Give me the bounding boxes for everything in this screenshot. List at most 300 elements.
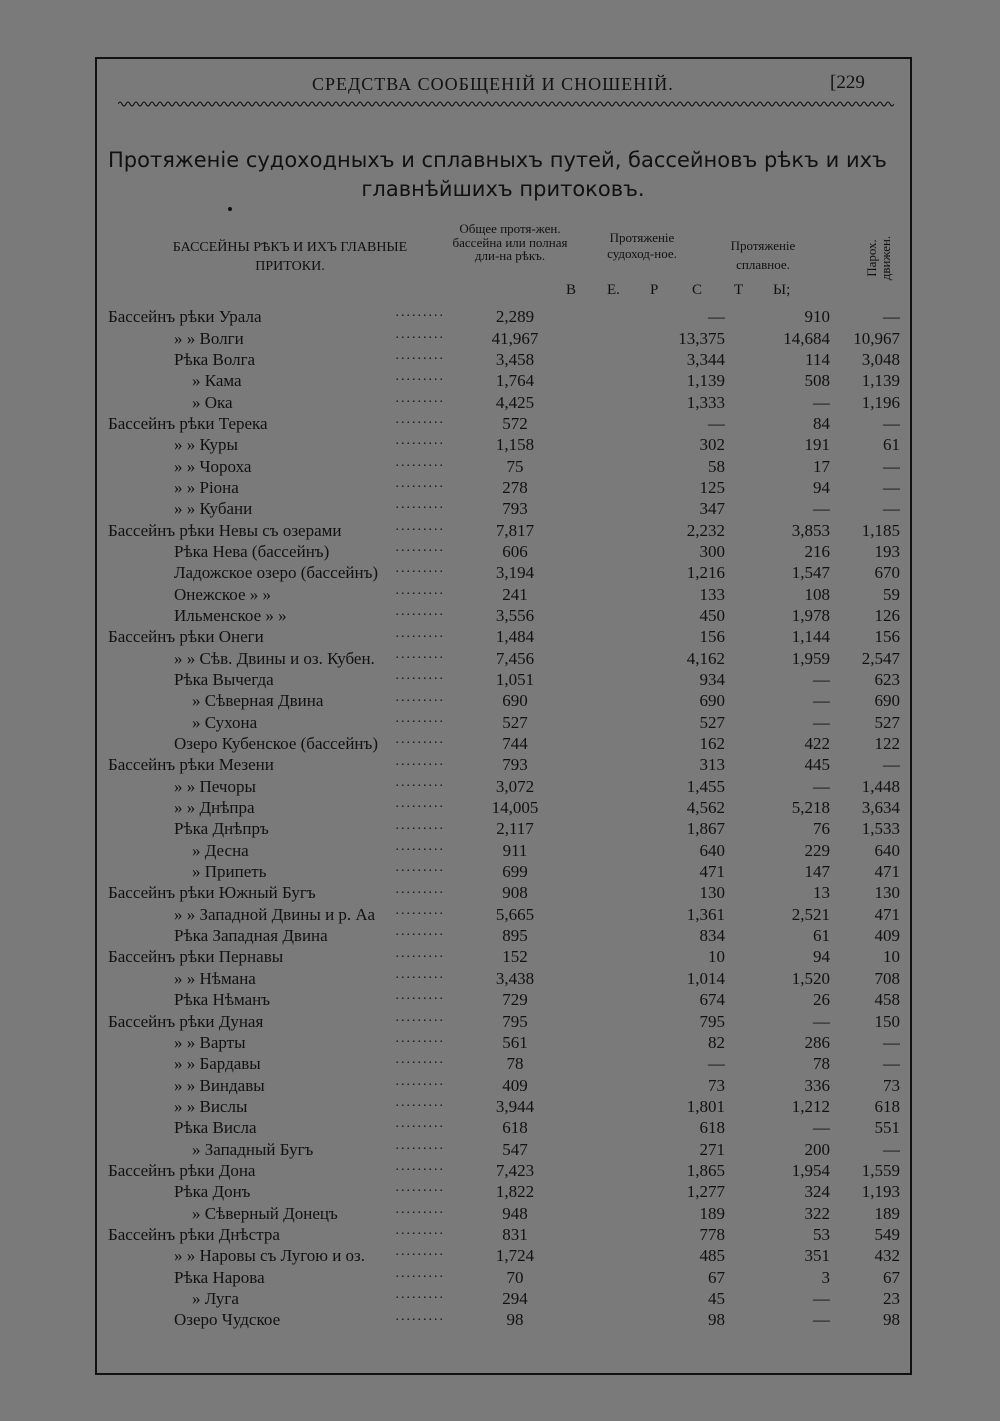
river-name-text: Бассейнъ рѣки Онеги: [108, 627, 264, 647]
total-length-cell: 278: [502, 477, 528, 497]
navigable-cell: 189: [699, 1203, 725, 1223]
steam-cell: 59: [883, 584, 900, 604]
river-name: [108, 349, 445, 370]
navigable-cell: 1,216: [686, 563, 725, 583]
navigable-cell: 795: [699, 1011, 725, 1031]
river-name: [108, 840, 445, 861]
header-steam: [848, 222, 908, 282]
navigable-cell: 271: [699, 1139, 725, 1159]
table-row: [108, 1202, 900, 1223]
navigable-cell: 133: [699, 584, 725, 604]
river-name-text: Рѣка Нева (бассейнъ): [174, 541, 330, 561]
rafting-cell: —: [813, 499, 830, 519]
steam-cell: —: [883, 1032, 900, 1052]
leader-dots: .........: [395, 519, 445, 534]
navigable-cell: 45: [708, 1288, 725, 1308]
navigable-cell: 10: [708, 947, 725, 967]
table-row: [108, 1010, 900, 1031]
running-head-title: СРЕДСТВА СООБЩЕНІЙ И СНОШЕНІЙ.: [312, 74, 674, 94]
steam-cell: 471: [874, 904, 900, 924]
total-length-cell: 3,438: [495, 968, 535, 988]
river-name: [108, 669, 445, 690]
leader-dots: .........: [395, 583, 445, 598]
running-head: [0, 74, 1000, 98]
table-row: [108, 1245, 900, 1266]
table-row: [108, 840, 900, 861]
navigable-cell: 3,344: [686, 349, 725, 369]
leader-dots: .........: [395, 604, 445, 620]
total-length-cell: 831: [502, 1224, 528, 1244]
total-length-cell: 3,194: [495, 563, 535, 583]
navigable-cell: 471: [699, 862, 725, 882]
total-length-cell: 2,289: [495, 307, 535, 327]
river-name: [108, 455, 445, 476]
leader-dots: .........: [395, 1223, 445, 1239]
rafting-cell: 3,853: [791, 520, 830, 540]
navigable-cell: 67: [708, 1267, 725, 1287]
river-name-text: Бассейнъ рѣки Урала: [108, 307, 262, 327]
navigable-cell: 1,801: [686, 1096, 725, 1116]
total-length-cell: 70: [506, 1267, 524, 1287]
rafting-cell: 147: [804, 862, 830, 882]
navigable-cell: 618: [699, 1118, 725, 1138]
steam-cell: 527: [874, 712, 900, 732]
leader-dots: .........: [395, 412, 445, 428]
table-row: [108, 541, 900, 562]
steam-cell: 640: [874, 840, 900, 860]
total-length-cell: 1,724: [495, 1246, 535, 1266]
steam-cell: 1,448: [861, 776, 900, 796]
river-name: [108, 562, 445, 583]
leader-dots: .........: [395, 370, 445, 385]
leader-dots: .........: [395, 306, 445, 321]
rafting-cell: 84: [813, 413, 830, 433]
navigable-cell: 300: [699, 541, 725, 561]
leader-dots: .........: [395, 1159, 445, 1175]
river-name: [108, 712, 445, 733]
leader-dots: .........: [395, 455, 445, 470]
rafting-cell: —: [813, 670, 830, 690]
river-name-text: » » Сѣв. Двины и оз. Кубен.: [174, 648, 375, 668]
total-length-cell: 2,117: [496, 819, 534, 839]
river-name: [108, 818, 445, 839]
navigable-cell: 73: [708, 1075, 725, 1095]
leader-dots: .........: [395, 903, 445, 918]
steam-cell: 1,139: [861, 371, 900, 391]
total-length-cell: 152: [502, 947, 528, 967]
total-length-cell: 690: [502, 691, 528, 711]
navigable-cell: 1,361: [686, 904, 725, 924]
river-name: [108, 1053, 445, 1074]
table-row: [108, 1181, 900, 1202]
total-length-cell: 729: [502, 990, 528, 1010]
rafting-cell: 1,520: [791, 968, 830, 988]
steam-cell: 1,196: [861, 392, 900, 412]
total-length-cell: 908: [502, 883, 528, 903]
steam-cell: 432: [874, 1246, 900, 1266]
rafting-cell: 1,978: [791, 605, 830, 625]
river-name-text: Бассейнъ рѣки Пернавы: [108, 947, 284, 967]
river-name-text: » » Печоры: [174, 776, 256, 796]
river-name: [108, 1074, 445, 1095]
steam-cell: —: [883, 1139, 900, 1159]
river-name-text: » » Нѣмана: [174, 968, 256, 988]
table-row: [108, 455, 900, 476]
rafting-cell: 61: [813, 926, 830, 946]
header-navigable: Протяженіе судоход-ное.: [607, 230, 677, 261]
steam-cell: 670: [874, 563, 900, 583]
leader-dots: .........: [395, 839, 445, 854]
table-row: [108, 1309, 900, 1330]
table-row: [108, 797, 900, 818]
steam-cell: —: [883, 499, 900, 519]
table-row: [108, 1138, 900, 1159]
river-name-text: » » Ріона: [174, 477, 239, 497]
wavy-rule: [118, 98, 894, 110]
navigable-cell: 834: [699, 926, 725, 946]
river-name-text: Ильменское » »: [174, 605, 287, 625]
river-name: [108, 605, 445, 626]
leader-dots: .........: [395, 540, 445, 556]
unit-letter: В: [566, 282, 577, 298]
navigable-cell: 58: [708, 456, 725, 476]
river-name: [108, 1138, 445, 1159]
total-length-cell: 7,456: [495, 648, 535, 668]
total-length-cell: 744: [502, 734, 528, 754]
leader-dots: .........: [395, 1117, 445, 1132]
navigable-cell: 674: [699, 990, 725, 1010]
total-length-cell: 3,458: [495, 349, 535, 369]
header-steam-label: Парох. движен.: [864, 235, 893, 281]
table-row: [108, 861, 900, 882]
rafting-cell: —: [813, 1011, 830, 1031]
navigable-cell: 130: [699, 883, 725, 903]
river-name-text: » » Кубани: [174, 499, 253, 519]
rafting-cell: —: [813, 776, 830, 796]
table-row: [108, 968, 900, 989]
river-name: [108, 797, 445, 818]
total-length-cell: 294: [502, 1288, 528, 1308]
rafting-cell: 76: [813, 819, 830, 839]
steam-cell: —: [883, 1054, 900, 1074]
river-name: [108, 327, 445, 348]
page-number: [229: [830, 72, 865, 93]
leader-dots: .........: [395, 989, 445, 1004]
rafting-cell: 216: [804, 541, 830, 561]
total-length-cell: 572: [502, 413, 528, 433]
river-name: [108, 391, 445, 412]
total-length-cell: 7,423: [495, 1160, 535, 1180]
steam-cell: 126: [874, 605, 900, 625]
river-name-text: Рѣка Западная Двина: [174, 926, 328, 946]
title-line-1: Протяженіе судоходныхъ и сплавныхъ путей, бассейновъ рѣкъ и ихъ: [108, 148, 887, 172]
steam-cell: —: [883, 456, 900, 476]
unit-letter: Т: [734, 282, 744, 298]
total-length-cell: 699: [502, 862, 528, 882]
table-row: [108, 1117, 900, 1138]
navigable-cell: —: [708, 413, 725, 433]
navigable-cell: 778: [699, 1224, 725, 1244]
leader-dots: .........: [395, 476, 445, 492]
table-row: [108, 562, 900, 583]
steam-cell: 623: [874, 670, 900, 690]
steam-cell: 551: [874, 1118, 900, 1138]
river-name-text: » » Бардавы: [174, 1054, 261, 1074]
leader-dots: .........: [395, 498, 445, 513]
river-name-text: » » Виндавы: [174, 1075, 265, 1095]
rafting-cell: 910: [804, 307, 830, 327]
river-name-text: » » Волги: [174, 328, 244, 348]
unit-letter: С: [692, 282, 703, 298]
rafting-cell: 94: [813, 947, 830, 967]
river-name: [108, 1117, 445, 1138]
leader-dots: .........: [395, 882, 445, 897]
table-row: [108, 754, 900, 775]
leader-dots: .........: [395, 1181, 445, 1196]
steam-cell: 458: [874, 990, 900, 1010]
unit-letter: Р: [650, 282, 659, 298]
navigable-cell: 1,865: [686, 1160, 725, 1180]
river-name-text: » » Днѣпра: [174, 798, 255, 818]
river-name-text: » » Западной Двины и р. Аа: [174, 904, 376, 924]
stray-dot: [228, 207, 232, 211]
table-row: [108, 1288, 900, 1309]
rafting-cell: 508: [804, 371, 830, 391]
river-name: [108, 541, 445, 562]
table-row: [108, 925, 900, 946]
table-row: [108, 818, 900, 839]
steam-cell: —: [883, 477, 900, 497]
river-name: [108, 626, 445, 647]
rafting-cell: 322: [804, 1203, 830, 1223]
navigable-cell: 98: [708, 1310, 725, 1330]
steam-cell: 549: [874, 1224, 900, 1244]
river-name-text: Рѣка Нарова: [174, 1267, 265, 1287]
river-name-text: Рѣка Нѣманъ: [174, 990, 271, 1010]
steam-cell: 23: [883, 1288, 900, 1308]
river-name-text: » » Куры: [174, 435, 238, 455]
leader-dots: .........: [395, 434, 445, 449]
navigable-cell: 313: [699, 755, 725, 775]
leader-dots: .........: [395, 796, 445, 812]
navigable-cell: 1,455: [686, 776, 725, 796]
total-length-cell: 561: [502, 1032, 528, 1052]
navigable-cell: 1,014: [686, 968, 725, 988]
leader-dots: .........: [395, 668, 445, 684]
navigable-cell: 690: [699, 691, 725, 711]
steam-cell: 690: [874, 691, 900, 711]
unit-letter: Е.: [607, 282, 620, 298]
leader-dots: .........: [395, 1287, 445, 1303]
leader-dots: .........: [395, 775, 445, 790]
table-row: [108, 690, 900, 711]
rafting-cell: 53: [813, 1224, 830, 1244]
leader-dots: .........: [395, 924, 445, 940]
river-name-text: Онежское » »: [174, 584, 272, 604]
river-name: [108, 754, 445, 775]
rafting-cell: 200: [804, 1139, 830, 1159]
table-row: [108, 583, 900, 604]
rafting-cell: —: [813, 1310, 830, 1330]
navigable-cell: 485: [699, 1246, 725, 1266]
table-row: [108, 648, 900, 669]
steam-cell: 1,185: [861, 520, 900, 540]
total-length-cell: 241: [502, 584, 528, 604]
rafting-cell: 2,521: [791, 904, 830, 924]
total-length-cell: 3,944: [495, 1096, 535, 1116]
river-name-text: » Десна: [192, 840, 249, 860]
navigable-cell: 934: [699, 670, 725, 690]
total-length-cell: 948: [502, 1203, 528, 1223]
leader-dots: .........: [395, 647, 445, 662]
title-line-2: главнѣйшихъ притоковъ.: [361, 177, 645, 201]
steam-cell: 3,048: [861, 349, 900, 369]
river-name: [108, 989, 445, 1010]
river-name: [108, 882, 445, 903]
total-length-cell: 527: [502, 712, 528, 732]
steam-cell: 122: [874, 734, 900, 754]
total-length-cell: 14,005: [491, 798, 539, 818]
river-name: [108, 1010, 445, 1031]
table-row: [108, 733, 900, 754]
river-name: [108, 1309, 445, 1330]
navigable-cell: 4,162: [686, 648, 725, 668]
navigable-cell: 527: [699, 712, 725, 732]
river-name-text: Бассейнъ рѣки Днѣстра: [108, 1224, 280, 1244]
steam-cell: 1,559: [861, 1160, 900, 1180]
leader-dots: .........: [395, 754, 445, 769]
leader-dots: .........: [395, 327, 445, 342]
leader-dots: .........: [395, 1138, 445, 1153]
table-row: [108, 989, 900, 1010]
leader-dots: .........: [395, 1095, 445, 1111]
navigable-cell: 13,375: [678, 328, 725, 348]
river-name-text: » Сѣверная Двина: [192, 691, 324, 711]
river-name: [108, 1245, 445, 1266]
leader-dots: .........: [395, 690, 445, 705]
navigable-cell: —: [708, 307, 725, 327]
river-name: [108, 861, 445, 882]
leader-dots: .........: [395, 1031, 445, 1047]
rafting-cell: 3: [821, 1267, 830, 1287]
river-name: [108, 413, 445, 434]
table-row: [108, 1074, 900, 1095]
rafting-cell: 351: [804, 1246, 830, 1266]
rafting-cell: 114: [805, 349, 830, 369]
total-length-cell: 1,822: [495, 1182, 535, 1202]
total-length-cell: 1,484: [495, 627, 535, 647]
navigable-cell: 450: [699, 605, 725, 625]
table-row: [108, 904, 900, 925]
steam-cell: 1,193: [861, 1182, 900, 1202]
river-name-text: Рѣка Вычегда: [174, 670, 274, 690]
total-length-cell: 1,764: [495, 371, 535, 391]
table-row: [108, 1160, 900, 1181]
river-name-text: » » Наровы съ Лугою и оз.: [174, 1246, 366, 1266]
river-name-text: » Луга: [192, 1288, 239, 1308]
rafting-cell: 108: [804, 584, 830, 604]
river-name-text: Ладожское озеро (бассейнъ): [174, 563, 379, 583]
river-name: [108, 1096, 445, 1117]
rafting-cell: 445: [804, 755, 830, 775]
rafting-cell: 94: [813, 477, 830, 497]
navigable-cell: 4,562: [686, 798, 725, 818]
total-length-cell: 793: [502, 755, 528, 775]
river-name: [108, 434, 445, 455]
rafting-cell: 324: [804, 1182, 830, 1202]
steam-cell: 10,967: [853, 328, 900, 348]
river-name-text: Рѣка Висла: [174, 1118, 257, 1138]
steam-cell: —: [883, 755, 900, 775]
total-length-cell: 895: [502, 926, 528, 946]
table-row: [108, 1053, 900, 1074]
navigable-cell: 347: [699, 499, 725, 519]
header-total-length: Общее протя-жен. бассейна или полная дли-на рѣкъ.: [452, 221, 568, 263]
steam-cell: 708: [874, 968, 900, 988]
table-row: [108, 605, 900, 626]
leader-dots: .........: [395, 1053, 445, 1068]
table-row: [108, 349, 900, 370]
river-name: [108, 904, 445, 925]
leader-dots: .........: [395, 818, 445, 833]
river-name-text: » Припеть: [192, 862, 267, 882]
river-name: [108, 1160, 445, 1181]
river-name-text: Бассейнъ рѣки Дона: [108, 1160, 256, 1180]
river-name: [108, 583, 445, 604]
table-row: [108, 712, 900, 733]
leader-dots: .........: [395, 1245, 445, 1260]
leader-dots: .........: [395, 1266, 445, 1281]
rafting-cell: —: [813, 1288, 830, 1308]
river-name: [108, 648, 445, 669]
steam-cell: 189: [874, 1203, 900, 1223]
table-row: [108, 1224, 900, 1245]
steam-cell: 156: [874, 627, 900, 647]
river-name: [108, 1288, 445, 1309]
river-name-text: » Ока: [192, 392, 233, 412]
steam-cell: 10: [883, 947, 900, 967]
river-name: [108, 370, 445, 391]
leader-dots: .........: [395, 1202, 445, 1217]
total-length-cell: 1,158: [495, 435, 535, 455]
total-length-cell: 98: [506, 1310, 524, 1330]
rafting-cell: —: [813, 712, 830, 732]
river-name: [108, 1032, 445, 1053]
river-name-text: » Сухона: [192, 712, 258, 732]
river-name: [108, 306, 445, 327]
river-name-text: Рѣка Волга: [174, 349, 256, 369]
river-lengths-table: [108, 306, 900, 1331]
navigable-cell: 302: [699, 435, 725, 455]
river-name: [108, 1202, 445, 1223]
total-length-cell: 606: [502, 541, 528, 561]
rafting-cell: 422: [804, 734, 830, 754]
table-row: [108, 413, 900, 434]
navigable-cell: 82: [708, 1032, 725, 1052]
table-row: [108, 1266, 900, 1287]
total-length-cell: 78: [506, 1054, 524, 1074]
leader-dots: .........: [395, 946, 445, 961]
rafting-cell: 229: [804, 840, 830, 860]
total-length-cell: 5,665: [495, 904, 535, 924]
rafting-cell: 1,212: [791, 1096, 830, 1116]
steam-cell: 73: [883, 1075, 900, 1095]
steam-cell: 618: [874, 1096, 900, 1116]
rafting-cell: 336: [804, 1075, 830, 1095]
river-name: [108, 519, 445, 540]
rafting-cell: 78: [813, 1054, 830, 1074]
river-name-text: Озеро Чудское: [174, 1310, 281, 1330]
